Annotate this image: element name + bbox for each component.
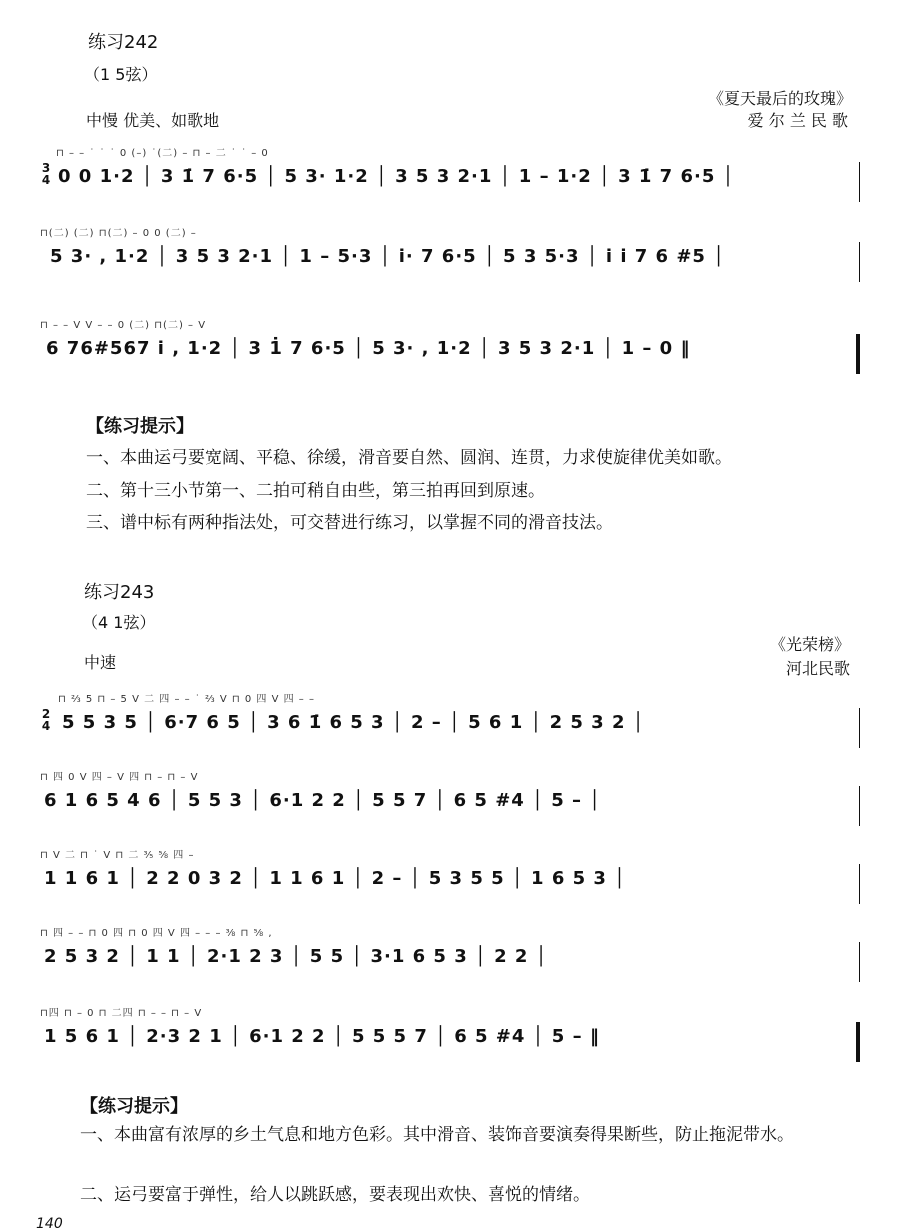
fingering-marks: ⊓ – – ˙ ˙ ˙ 0 (–) ˙(二) – ⊓ – 二 ˙ ˙ – 0 bbox=[56, 148, 269, 159]
barline bbox=[859, 242, 860, 282]
time-signature bbox=[40, 708, 52, 732]
score-line bbox=[40, 928, 860, 990]
string-indication: （1 5弦） bbox=[84, 65, 158, 84]
song-origin: 河北民歌 bbox=[785, 659, 850, 678]
exercise-title: 练习242 bbox=[88, 32, 159, 53]
hint-item: 一、本曲运弓要宽阔、平稳、徐缓，滑音要自然、圆润、连贯，力求使旋律优美如歌。 bbox=[86, 448, 732, 468]
hints-heading: 【练习提示】 bbox=[86, 416, 194, 437]
score-line bbox=[40, 850, 860, 912]
barline bbox=[859, 786, 860, 826]
barline bbox=[859, 708, 860, 748]
song-origin: 爱 尔 兰 民 歌 bbox=[747, 111, 848, 130]
song-title: 《光荣榜》 bbox=[769, 635, 850, 654]
barline bbox=[859, 864, 860, 904]
fingering-marks: ⊓(二) (二) ⊓(二) – 0 0 (二) – bbox=[40, 228, 197, 239]
score-notes: 6 1 6 5 4 6 │ 5 5 3 │ 6·1 2 2 │ 5 5 7 │ 6 5 #4 │ 5 – │ bbox=[44, 790, 602, 811]
tempo-marking: 中慢 优美、如歌地 bbox=[86, 111, 220, 130]
tempo-marking: 中速 bbox=[84, 653, 117, 672]
score-notes: 1 1 6 1 │ 2 2 0 3 2 │ 1 1 6 1 │ 2 – │ 5 3 5 5 │ 1 6 5 3 │ bbox=[44, 868, 627, 889]
hint-item: 一、本曲富有浓厚的乡土气息和地方色彩。其中滑音、装饰音要演奏得果断些，防止拖泥带水。 bbox=[80, 1125, 794, 1145]
time-signature-top: 3 bbox=[41, 161, 51, 175]
fingering-marks: ⊓ – – V V – – 0 (二) ⊓(二) – V bbox=[40, 320, 207, 331]
score-line bbox=[40, 1008, 860, 1070]
hints-heading: 【练习提示】 bbox=[80, 1096, 188, 1117]
score-notes: 1 5 6 1 │ 2·3 2 1 │ 6·1 2 2 │ 5 5 5 7 │ 6 5 #4 │ 5 – ‖ bbox=[44, 1026, 600, 1047]
fingering-marks: ⊓ ⅔ 5 ⊓ – 5 V 二 四 – – ˙ ⅔ V ⊓ 0 四 V 四 – – bbox=[58, 694, 315, 705]
score-notes: 0 0 1·2 │ 3 1̇ 7 6·5 │ 5 3· 1·2 │ 3 5 3 2·1 │ 1 – 1·2 │ 3 1̇ 7 6·5 │ bbox=[58, 166, 735, 187]
time-signature-bottom: 4 bbox=[41, 719, 51, 733]
time-signature bbox=[40, 162, 52, 186]
time-signature-bottom: 4 bbox=[41, 173, 51, 187]
barline bbox=[859, 162, 860, 202]
final-barline bbox=[856, 334, 860, 374]
score-notes: 2 5 3 2 │ 1 1 │ 2·1 2 3 │ 5 5 │ 3·1 6 5 3 │ 2 2 │ bbox=[44, 946, 548, 967]
fingering-marks: ⊓ 四 0 V 四 – V 四 ⊓ – ⊓ – V bbox=[40, 772, 199, 783]
final-barline bbox=[856, 1022, 860, 1062]
score-line bbox=[40, 228, 860, 290]
time-signature-top: 2 bbox=[41, 707, 51, 721]
score-line bbox=[40, 148, 860, 210]
barline bbox=[859, 942, 860, 982]
hint-item: 三、谱中标有两种指法处，可交替进行练习，以掌握不同的滑音技法。 bbox=[86, 513, 613, 533]
exercise-title: 练习243 bbox=[84, 582, 155, 603]
score-line bbox=[40, 320, 860, 382]
song-title: 《夏天最后的玫瑰》 bbox=[707, 89, 852, 108]
score-notes: 6 76#567 i , 1·2 │ 3 1̇ 7 6·5 │ 5 3· , 1·2 │ 3 5 3 2·1 │ 1 – 0 ‖ bbox=[46, 338, 691, 359]
hint-item: 二、第十三小节第一、二拍可稍自由些，第三拍再回到原速。 bbox=[86, 481, 545, 501]
score-line bbox=[40, 772, 860, 834]
page-number: 140 bbox=[36, 1216, 63, 1232]
score-notes: 5 5 3 5 │ 6·7 6 5 │ 3 6 1̇ 6 5 3 │ 2 – │ 5 6 1 │ 2 5 3 2 │ bbox=[62, 712, 645, 733]
string-indication: （4 1弦） bbox=[82, 613, 156, 632]
score-line bbox=[40, 694, 860, 756]
fingering-marks: ⊓四 ⊓ – 0 ⊓ 二四 ⊓ – – ⊓ – V bbox=[40, 1008, 203, 1019]
fingering-marks: ⊓ V 二 ⊓ ˙ V ⊓ 二 ⅗ ⅝ 四 – bbox=[40, 850, 195, 861]
hint-item: 二、运弓要富于弹性，给人以跳跃感，要表现出欢快、喜悦的情绪。 bbox=[80, 1185, 590, 1205]
fingering-marks: ⊓ 四 – – ⊓ 0 四 ⊓ 0 四 V 四 – – – ⅜ ⊓ ⅝ , bbox=[40, 928, 273, 939]
score-notes: 5 3· , 1·2 │ 3 5 3 2·1 │ 1 – 5·3 │ i· 7 6·5 │ 5 3 5·3 │ i i 7 6 #5 │ bbox=[50, 246, 726, 267]
